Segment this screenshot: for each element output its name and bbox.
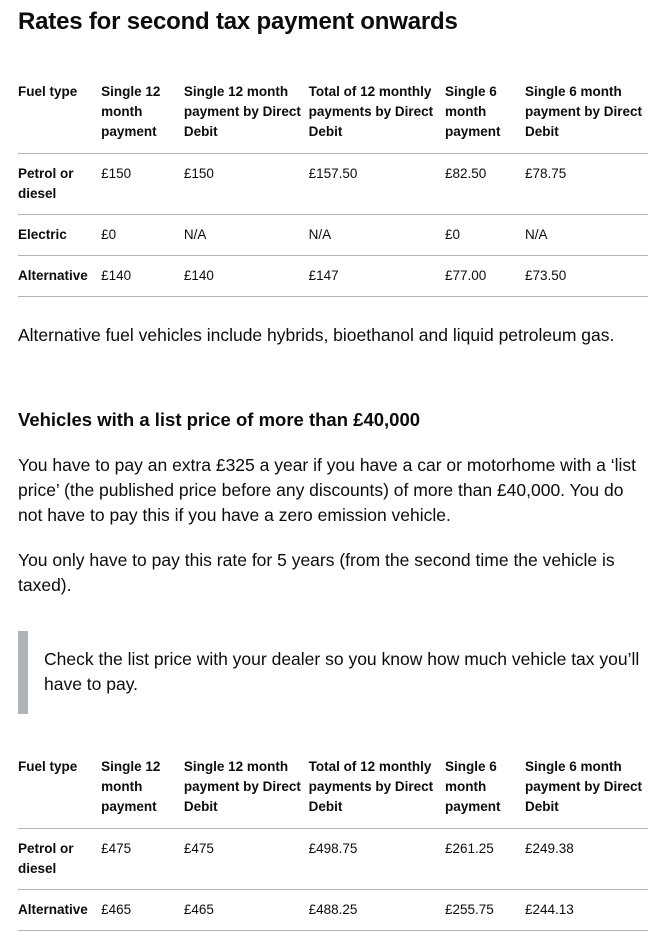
table-cell: £0 bbox=[445, 215, 525, 256]
column-header: Total of 12 monthly payments by Direct Debit bbox=[309, 72, 445, 154]
table-row bbox=[18, 890, 648, 931]
column-header: Single 12 month payment by Direct Debit bbox=[184, 72, 309, 154]
column-header: Single 12 month payment bbox=[101, 72, 184, 154]
inset-text bbox=[18, 631, 648, 714]
column-header: Single 6 month payment bbox=[445, 747, 525, 829]
table-cell: £0 bbox=[101, 215, 184, 256]
alt-fuel-note: Alternative fuel vehicles include hybrids, bioethanol and liquid petroleum gas. bbox=[18, 325, 615, 345]
table-cell: £465 bbox=[184, 890, 309, 931]
column-header: Single 12 month payment by Direct Debit bbox=[184, 747, 309, 829]
table-cell: £261.25 bbox=[445, 829, 525, 890]
column-header: Fuel type bbox=[18, 72, 101, 154]
table-cell: £147 bbox=[309, 256, 445, 297]
duration-paragraph: You only have to pay this rate for 5 years (from the second time the vehicle is taxed). bbox=[18, 550, 615, 595]
table-header-row bbox=[18, 72, 648, 154]
table-cell: £73.50 bbox=[525, 256, 648, 297]
table-cell: £150 bbox=[184, 154, 309, 215]
table-row bbox=[18, 256, 648, 297]
table-cell: £140 bbox=[101, 256, 184, 297]
table-row bbox=[18, 154, 648, 215]
column-header: Fuel type bbox=[18, 747, 101, 829]
row-header: Alternative bbox=[18, 256, 101, 297]
table-cell: £498.75 bbox=[309, 829, 445, 890]
row-header: Petrol or diesel bbox=[18, 829, 101, 890]
table-cell: £77.00 bbox=[445, 256, 525, 297]
table-cell: £157.50 bbox=[309, 154, 445, 215]
rates-table-standard bbox=[18, 72, 648, 297]
column-header: Single 6 month payment bbox=[445, 72, 525, 154]
row-header: Petrol or diesel bbox=[18, 154, 101, 215]
table-cell: £78.75 bbox=[525, 154, 648, 215]
table-header-row bbox=[18, 747, 648, 829]
section-heading: Vehicles with a list price of more than £40,000 bbox=[18, 409, 421, 430]
table-cell: £244.13 bbox=[525, 890, 648, 931]
column-header: Single 12 month payment bbox=[101, 747, 184, 829]
table-cell: £465 bbox=[101, 890, 184, 931]
table-cell: £475 bbox=[184, 829, 309, 890]
table-cell: N/A bbox=[184, 215, 309, 256]
rates-table-expensive bbox=[18, 747, 648, 931]
table-cell: £255.75 bbox=[445, 890, 525, 931]
table-cell: £488.25 bbox=[309, 890, 445, 931]
table-cell: £249.38 bbox=[525, 829, 648, 890]
table-cell: £150 bbox=[101, 154, 184, 215]
column-header: Single 6 month payment by Direct Debit bbox=[525, 747, 648, 829]
inset-text-content: Check the list price with your dealer so you know how much vehicle tax you’ll have to pay. bbox=[44, 649, 640, 694]
column-header: Total of 12 monthly payments by Direct Debit bbox=[309, 747, 445, 829]
row-header: Alternative bbox=[18, 890, 101, 931]
page-title: Rates for second tax payment onwards bbox=[18, 8, 458, 35]
table-row bbox=[18, 215, 648, 256]
table-cell: N/A bbox=[309, 215, 445, 256]
table-cell: £140 bbox=[184, 256, 309, 297]
list-price-paragraph: You have to pay an extra £325 a year if you have a car or motorhome with a ‘list price’ (the published price before any discounts) of more than £40,000. You do not have to pay this if you have a zero emission vehicle. bbox=[18, 455, 637, 525]
table-row bbox=[18, 829, 648, 890]
table-cell: £82.50 bbox=[445, 154, 525, 215]
row-header: Electric bbox=[18, 215, 101, 256]
table-cell: £475 bbox=[101, 829, 184, 890]
table-cell: N/A bbox=[525, 215, 648, 256]
column-header: Single 6 month payment by Direct Debit bbox=[525, 72, 648, 154]
